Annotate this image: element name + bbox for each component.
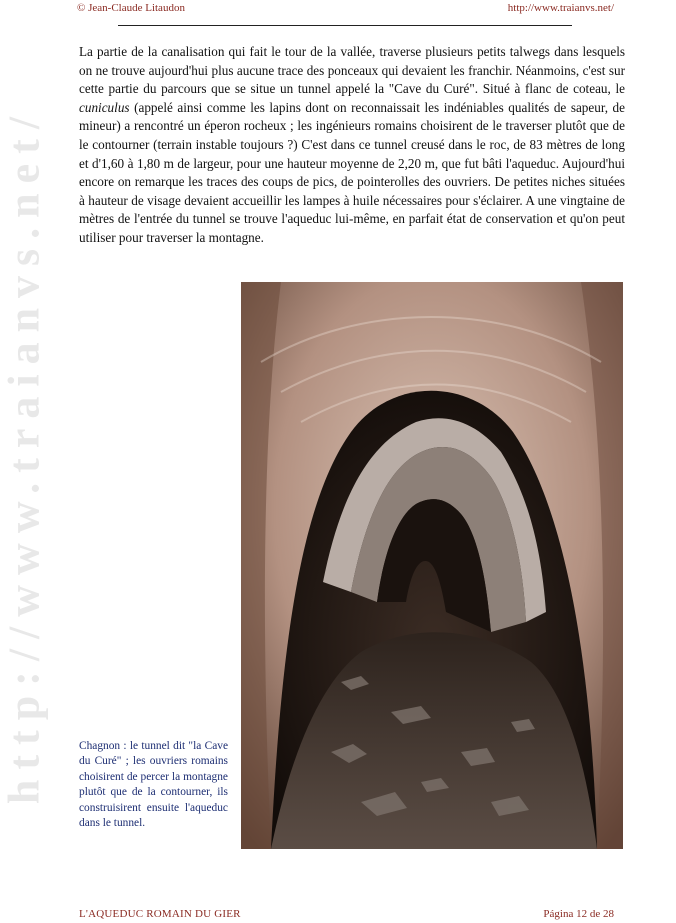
figure-caption: Chagnon : le tunnel dit "la Cave du Curé" ; les ouvriers romains choisirent de percer la montagne plutôt que de la contourner, ils construisirent ensuite l'aqueduc dans le tunnel. [79, 740, 228, 830]
article-term-cuniculus: cuniculus [79, 99, 130, 115]
header-url-link[interactable]: http://www.traianvs.net/ [507, 2, 614, 14]
header-copyright: © Jean-Claude Litaudon [77, 2, 185, 14]
footer-page-number: Página 12 de 28 [543, 908, 614, 920]
tunnel-photo [241, 282, 623, 849]
article-text-part-2: (appelé ainsi comme les lapins dont on reconnaissait les indéniables qualités de sapeur, de mineur) a rencontré un éperon rocheux ; les ingénieurs romains choisirent de le traverser plutôt que de le contourner (terrain instable toujours ?) C'est dans ce tunnel creusé dans le roc, de 83 mètres de long et d'1,60 à 1,80 m de largeur, pour une hauteur moyenne de 2,20 m, que fut bâti l'aqueduc. Aujourd'hui encore on remarque les traces des coups de pics, de pointerolles des ouvriers. De petites niches situées à hauteur de visage devaient accueillir les lampes à huile nécessaires pour s'éclairer. A une vingtaine de mètres de l'entrée du tunnel se trouve l'aqueduc lui-même, en parfait état de conservation et qu'on peut utiliser pour traverser la montagne. [79, 99, 625, 245]
footer-title: L'AQUEDUC ROMAIN DU GIER [79, 908, 241, 920]
article-paragraph [79, 43, 625, 248]
side-watermark: http://www.traianvs.net/ [0, 106, 49, 805]
article-text-part-1: La partie de la canalisation qui fait le tour de la vallée, traverse plusieurs petits talwegs dans lesquels on ne trouve aujourd'hui plus aucune trace des ponceaux qui devaient les franchir. Néanmoins, c'est sur cette partie du parcours que se situe un tunnel appelé la "Cave du Curé". Situé à flanc de coteau, le [79, 44, 625, 97]
header-divider [118, 25, 572, 26]
